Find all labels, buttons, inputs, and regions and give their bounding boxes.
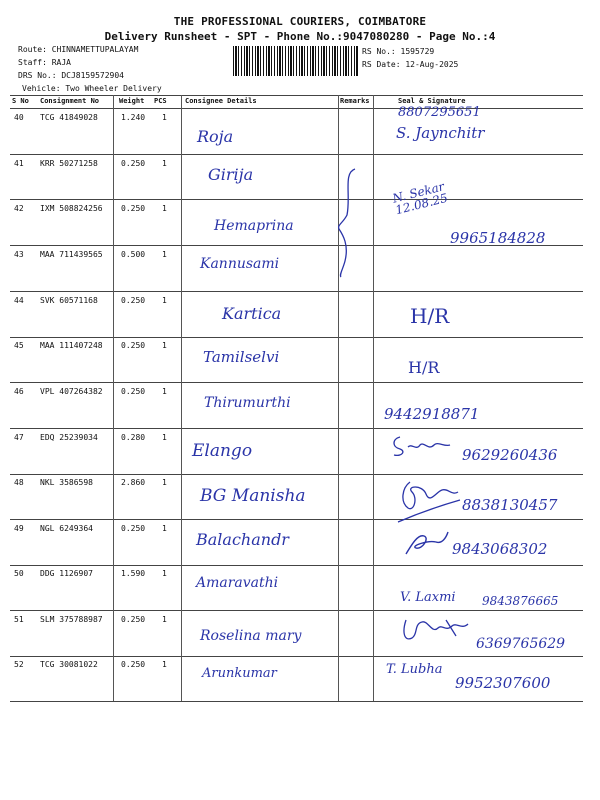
consignee-name: Roselina mary <box>200 628 302 644</box>
row-weight: 2.860 <box>121 478 146 487</box>
receiver-signature-scribble <box>388 433 458 461</box>
column-divider <box>181 95 182 701</box>
row-consignment: TCG 41849028 <box>40 113 98 122</box>
header-seal: Seal & Signature <box>398 97 466 105</box>
vehicle-label: Vehicle: Two Wheeler Delivery <box>22 84 162 93</box>
row-sno: 51 <box>14 615 24 624</box>
row-sno: 43 <box>14 250 24 259</box>
receiver-phone: 9843876665 <box>482 594 559 608</box>
row-weight: 0.250 <box>121 524 146 533</box>
row-sno: 47 <box>14 433 24 442</box>
consignee-name: Girija <box>208 165 254 184</box>
receiver-signature-scribble <box>398 614 478 648</box>
consignee-name: Kannusami <box>200 256 280 272</box>
header-sno: S No <box>12 97 29 105</box>
header-bottom-rule <box>10 108 583 109</box>
row-sno: 52 <box>14 660 24 669</box>
receiver-phone: 9965184828 <box>450 229 546 247</box>
rs-number: RS No.: 1595729 <box>362 47 435 56</box>
consignee-name: Kartica <box>222 304 282 323</box>
consignee-name: Amaravathi <box>196 575 279 591</box>
consignee-name: Balachandr <box>196 530 289 549</box>
row-sno: 45 <box>14 341 24 350</box>
route-label: Route: CHINNAMETTUPALAYAM <box>18 45 139 54</box>
row-consignment: MAA 111407248 <box>40 341 103 350</box>
row-rule <box>10 474 583 475</box>
runsheet-title: Delivery Runsheet - SPT - Phone No.:9047080280 - Page No.:4 <box>104 30 496 43</box>
row-sno: 46 <box>14 387 24 396</box>
row-consignment: VPL 407264382 <box>40 387 103 396</box>
column-divider <box>373 95 374 701</box>
row-consignment: SVK 60571168 <box>40 296 98 305</box>
row-consignment: KRR 50271258 <box>40 159 98 168</box>
row-weight: 0.250 <box>121 159 146 168</box>
row-pcs: 1 <box>162 524 167 533</box>
row-consignment: MAA 711439565 <box>40 250 103 259</box>
receiver-signature: S. Jaynchitr <box>396 124 485 142</box>
receiver-signature: T. Lubha <box>386 662 443 677</box>
table-bottom-rule <box>10 701 583 702</box>
consignee-name: Thirumurthi <box>204 395 291 411</box>
row-consignment: TCG 30081022 <box>40 660 98 669</box>
row-pcs: 1 <box>162 615 167 624</box>
row-pcs: 1 <box>162 387 167 396</box>
row-rule <box>10 519 583 520</box>
row-weight: 0.250 <box>121 204 146 213</box>
column-divider <box>113 95 114 701</box>
row-consignment: NGL 6249364 <box>40 524 93 533</box>
row-sno: 44 <box>14 296 24 305</box>
consignee-name: Elango <box>192 441 253 461</box>
table-top-rule <box>10 95 583 96</box>
row-rule <box>10 565 583 566</box>
header-consignee: Consignee Details <box>185 97 257 105</box>
row-pcs: 1 <box>162 341 167 350</box>
row-weight: 1.590 <box>121 569 146 578</box>
rs-date: RS Date: 12-Aug-2025 <box>362 60 459 69</box>
row-rule <box>10 382 583 383</box>
row-rule <box>10 428 583 429</box>
receiver-signature-scribble <box>392 478 464 526</box>
row-weight: 0.250 <box>121 341 146 350</box>
header-remarks: Remarks <box>340 97 370 105</box>
row-pcs: 1 <box>162 204 167 213</box>
receiver-phone: 6369765629 <box>476 636 566 652</box>
row-weight: 0.500 <box>121 250 146 259</box>
row-pcs: 1 <box>162 250 167 259</box>
header-pcs: PCS <box>154 97 167 105</box>
receiver-signature: H/R <box>408 358 440 377</box>
row-pcs: 1 <box>162 113 167 122</box>
receiver-signature: N. Sekar 12.08.25 <box>391 179 450 218</box>
row-rule <box>10 610 583 611</box>
receiver-phone: 8838130457 <box>462 496 558 514</box>
receiver-signature-scribble <box>402 526 452 560</box>
row-weight: 1.240 <box>121 113 146 122</box>
drs-label: DRS No.: DCJ8159572904 <box>18 71 124 80</box>
row-consignment: IXM 508824256 <box>40 204 103 213</box>
header-consignment: Consignment No <box>40 97 100 105</box>
row-sno: 48 <box>14 478 24 487</box>
barcode <box>233 46 359 76</box>
receiver-phone: 9952307600 <box>455 674 551 692</box>
group-bracket-mark <box>333 165 373 280</box>
row-consignment: DDG 1126907 <box>40 569 93 578</box>
row-sno: 50 <box>14 569 24 578</box>
row-sno: 40 <box>14 113 24 122</box>
row-weight: 0.250 <box>121 296 146 305</box>
staff-label: Staff: RAJA <box>18 58 71 67</box>
row-weight: 0.280 <box>121 433 146 442</box>
row-consignment: SLM 375788987 <box>40 615 103 624</box>
row-weight: 0.250 <box>121 387 146 396</box>
receiver-signature: V. Laxmi <box>400 590 456 605</box>
row-rule <box>10 154 583 155</box>
row-consignment: EDQ 25239034 <box>40 433 98 442</box>
row-weight: 0.250 <box>121 615 146 624</box>
row-rule <box>10 199 583 200</box>
consignee-name: Roja <box>197 127 234 146</box>
row-rule <box>10 656 583 657</box>
row-rule <box>10 291 583 292</box>
row-pcs: 1 <box>162 660 167 669</box>
consignee-name: Tamilselvi <box>203 348 280 366</box>
row-rule <box>10 337 583 338</box>
row-pcs: 1 <box>162 569 167 578</box>
row-sno: 49 <box>14 524 24 533</box>
row-sno: 41 <box>14 159 24 168</box>
receiver-phone: 8807295651 <box>398 105 481 120</box>
row-consignment: NKL 3586598 <box>40 478 93 487</box>
row-pcs: 1 <box>162 478 167 487</box>
consignee-name: BG Manisha <box>200 486 306 506</box>
row-pcs: 1 <box>162 296 167 305</box>
company-title: THE PROFESSIONAL COURIERS, COIMBATORE <box>173 15 427 28</box>
row-weight: 0.250 <box>121 660 146 669</box>
receiver-phone: 9629260436 <box>462 446 558 464</box>
row-pcs: 1 <box>162 433 167 442</box>
consignee-name: Arunkumar <box>202 666 277 681</box>
receiver-phone: 9442918871 <box>384 405 480 423</box>
row-pcs: 1 <box>162 159 167 168</box>
row-sno: 42 <box>14 204 24 213</box>
receiver-signature: H/R <box>410 304 450 328</box>
consignee-name: Hemaprina <box>214 218 294 234</box>
header-weight: Weight <box>119 97 145 105</box>
receiver-phone: 9843068302 <box>452 540 548 558</box>
